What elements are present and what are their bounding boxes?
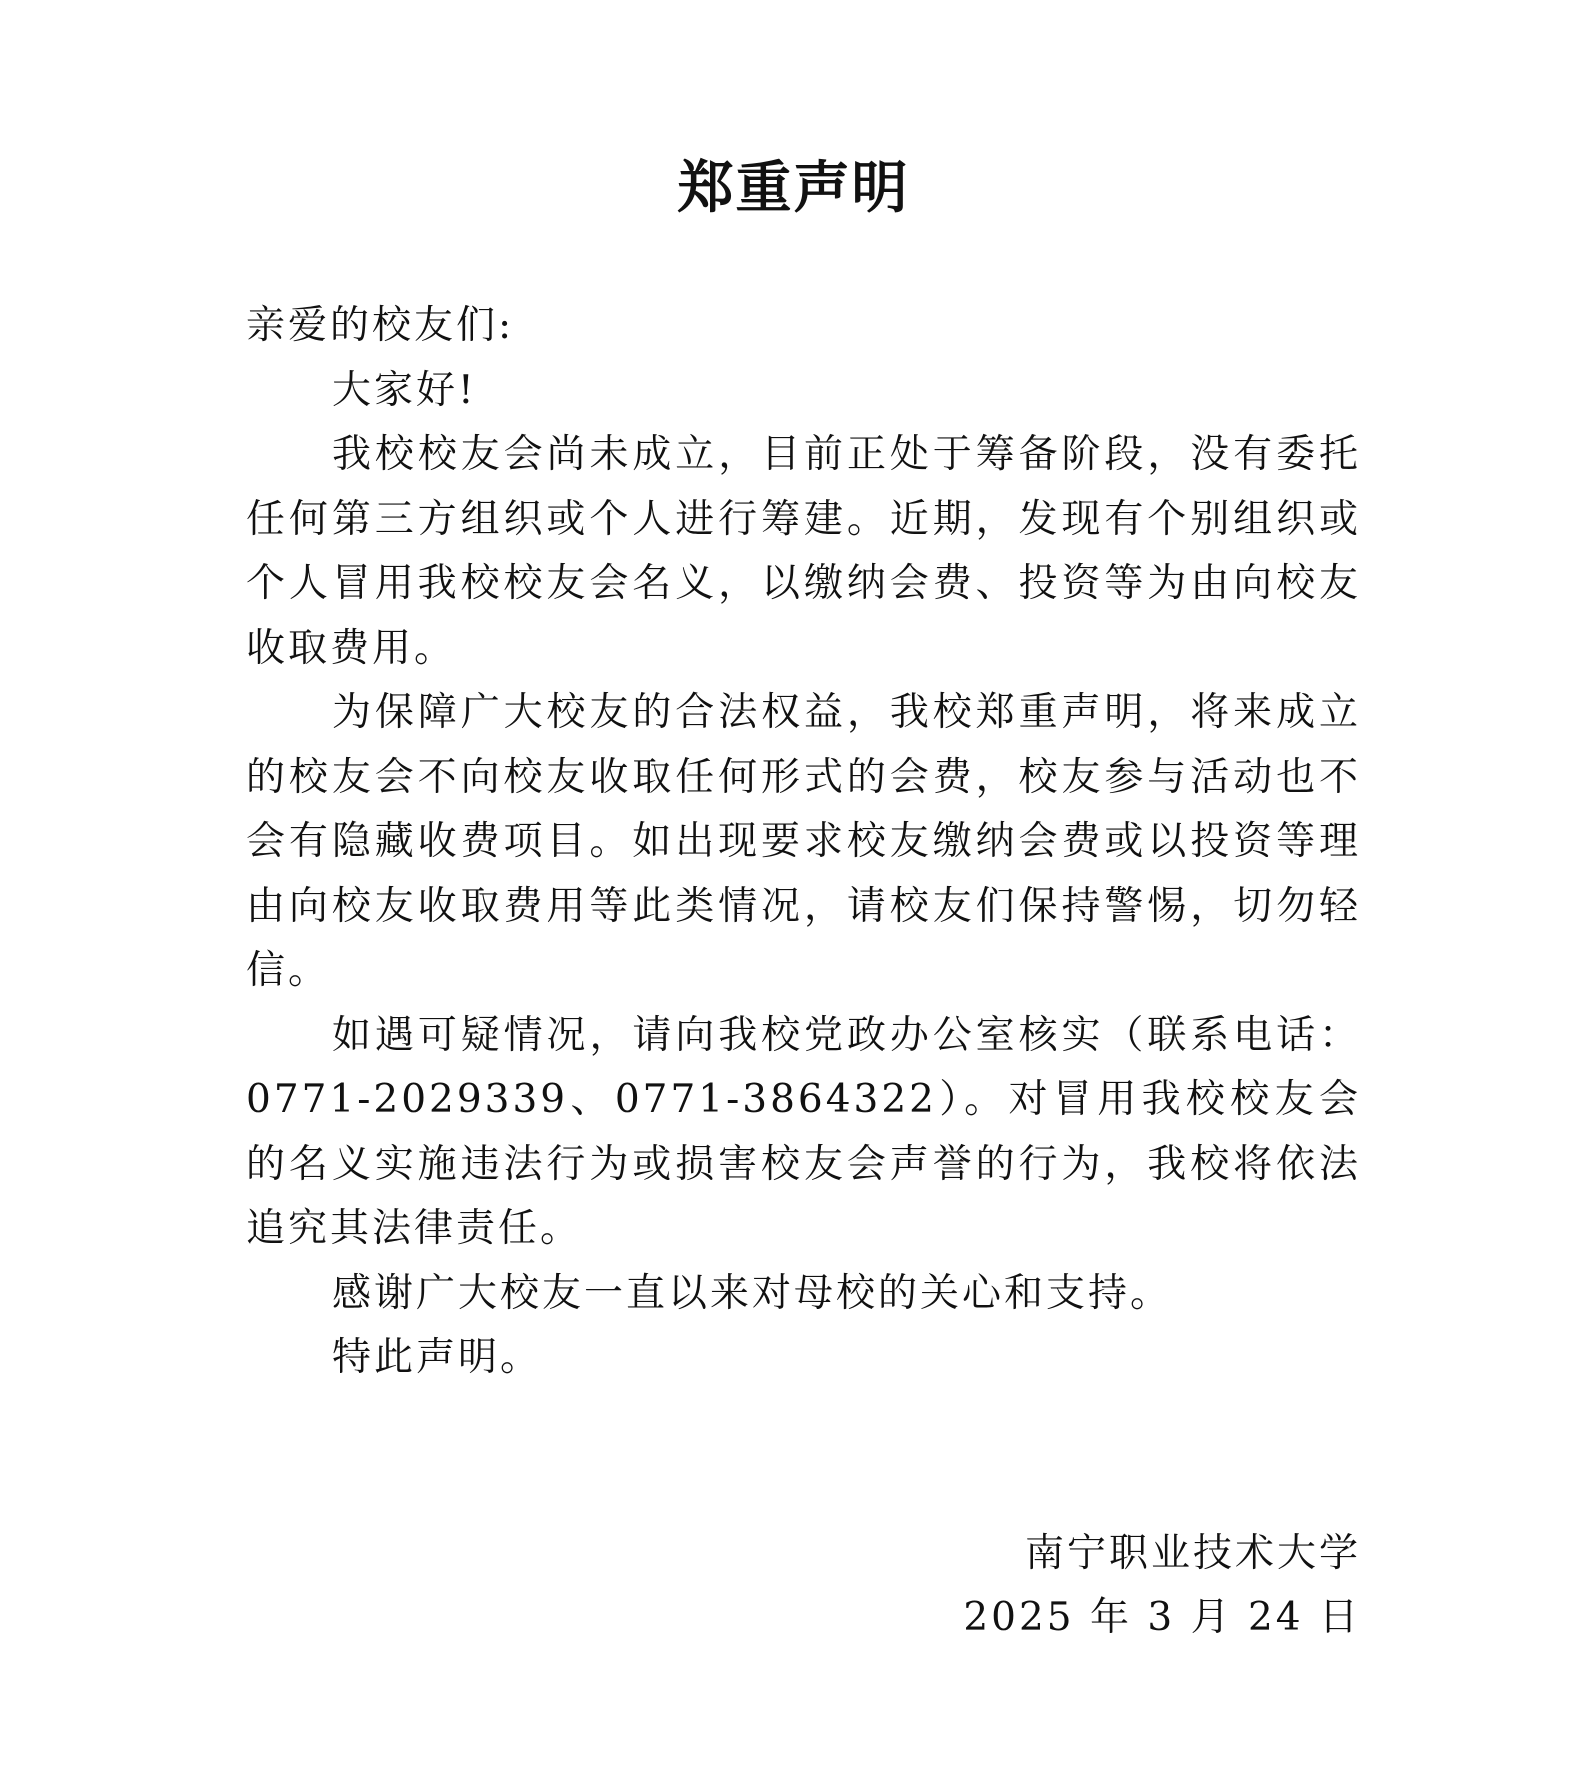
signature-date: 2025 年 3 月 24 日 [963, 1595, 1361, 1640]
paragraph-3: 如遇可疑情况，请向我校党政办公室核实（联系电话：0771-2029339、0771-3864322）。对冒用我校校友会的名义实施违法行为或损害校友会声誉的行为，我校将依法追究其法律责任。 [246, 1012, 1361, 1251]
document-body [246, 294, 1361, 1391]
salutation: 亲爱的校友们: [246, 303, 515, 348]
paragraph-2: 为保障广大校友的合法权益，我校郑重声明，将来成立的校友会不向校友收取任何形式的会费，校友参与活动也不会有隐藏收费项目。如出现要求校友缴纳会费或以投资等理由向校友收取费用等此类情况，请校友们保持警惕，切勿轻信。 [246, 690, 1361, 993]
signature-organization: 南宁职业技术大学 [1024, 1531, 1361, 1576]
paragraph-5: 特此声明。 [332, 1335, 543, 1380]
document-title: 郑重声明 [677, 155, 910, 221]
paragraph-4: 感谢广大校友一直以来对母校的关心和支持。 [332, 1270, 1173, 1316]
greeting: 大家好! [332, 367, 477, 413]
signature-block [963, 1522, 1361, 1650]
paragraph-1: 我校校友会尚未成立，目前正处于筹备阶段，没有委托任何第三方组织或个人进行筹建。近期，发现有个别组织或个人冒用我校校友会名义，以缴纳会费、投资等为由向校友收取费用。 [246, 432, 1361, 671]
